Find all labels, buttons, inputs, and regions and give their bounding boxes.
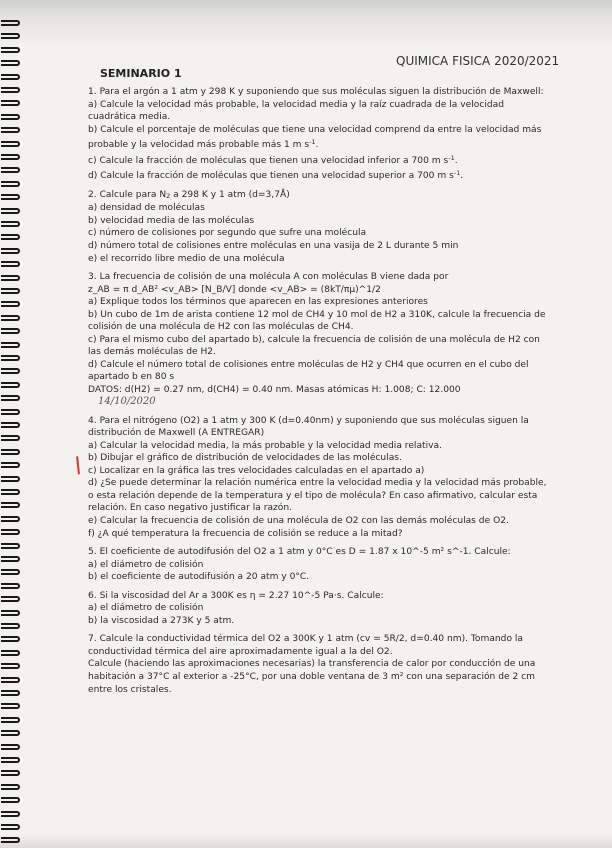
spiral-coil (1, 770, 20, 776)
spiral-coil (1, 395, 20, 401)
problem-3-data: DATOS: d(H2) = 0.27 nm, d(CH4) = 0.40 nm. Masas atómicas H: 1.008; C: 12.000 (88, 385, 461, 396)
spiral-coil (1, 114, 20, 120)
handwritten-date: 14/10/2020 (98, 395, 156, 407)
problem-3-part-d: d) Calcule el número total de colisiones entre moléculas de H2 y CH4 que ocurren en el cubo del (88, 359, 529, 370)
spiral-coil (1, 596, 20, 602)
problem-3-part-c-cont: las demás moléculas de H2. (88, 347, 216, 358)
problem-2-part-b: b) velocidad media de las moléculas (88, 215, 255, 226)
problem-1-part-b: b) Calcule el porcentaje de moléculas que tiene una velocidad comprend da entre la velocidad más (88, 124, 542, 135)
problem-5-part-b: b) el coeficiente de autodifusión a 20 atm y 0°C. (88, 572, 310, 583)
problem-1-part-c: c) Calcule la fracción de moléculas que tienen una velocidad inferior a 700 m $s^{-1}$. (88, 153, 458, 166)
spiral-coil (1, 342, 20, 348)
spiral-coil (1, 717, 20, 723)
problem-7-part-2-cont2: entre los cristales. (88, 684, 172, 695)
problem-3-part-a: a) Explique todos los términos que aparecen en las expresiones anteriores (88, 297, 428, 308)
problem-4-part-a: a) Calcular la velocidad media, la más probable y la velocidad media relativa. (88, 440, 442, 451)
problem-7-part-2-cont: habitación a 37°C al exterior a -25°C, por una doble ventana de 3 m² con una separación de 2 cm (88, 671, 536, 682)
spiral-coil (1, 100, 20, 106)
spiral-coil (1, 261, 20, 267)
collision-frequency-formula: z_AB = π d_AB² <v_AB> [N_B/V] donde <v_AB> = (8kT/πμ)^1/2 (88, 284, 381, 295)
spiral-coil (1, 824, 20, 830)
problem-1-part-a: a) Calcule la velocidad más probable, la velocidad media y la raíz cuadrada de la velocidad (88, 99, 504, 110)
seminar-title: SEMINARIO 1 (100, 67, 182, 80)
spiral-coil (1, 33, 20, 39)
problem-4-part-d-cont2: relación. En caso negativo justificar la razón. (88, 503, 293, 514)
problem-5 (88, 546, 544, 584)
problem-1-part-d: d) Calcule la fracción de moléculas que tienen una velocidad superior a 700 m $s^{-1}$. (88, 169, 464, 182)
problem-4-part-e: e) Calcular la frecuencia de colisión de una molécula de O2 con las demás moléculas de O2. (88, 515, 509, 526)
spiral-coil (1, 811, 20, 817)
scan-top-shadow (0, 0, 612, 46)
problem-1-part-b-cont: probable y la velocidad más probable más 1 m $s^{-1}$. (88, 138, 319, 151)
problem-4-part-f: f) ¿A qué temperatura la frecuencia de colisión se reduce a la mitad? (88, 528, 403, 539)
problem-4-part-b: b) Dibujar el gráfico de distribución de velocidades de las moléculas. (88, 453, 402, 464)
problem-3 (88, 271, 544, 408)
problem-6-statement: 6. Si la viscosidad del Ar a 300K es η = 2.27 10^-5 Pa·s. Calcule: (88, 590, 384, 601)
spiral-coil (1, 837, 20, 843)
problem-3-part-c: c) Para el mismo cubo del apartado b), calcule la frecuencia de colisión de una molécula de H2 con (88, 334, 540, 345)
problem-3-statement: 3. La frecuencia de colisión de una molécula A con moléculas B viene dada por (88, 272, 449, 283)
problem-3-part-b: b) Un cubo de 1m de arista contiene 12 mol de CH4 y 10 mol de H2 a 310K, calcule la frecuencia de (88, 309, 546, 320)
problem-4-part-c: c) Localizar en la gráfica las tres velocidades calculadas en el apartado a) (88, 465, 425, 476)
spiral-coil (1, 516, 20, 522)
problem-4-statement-cont: distribución de Maxwell (A ENTREGAR) (88, 428, 265, 439)
spiral-coil (1, 234, 20, 240)
course-title: QUIMICA FISICA 2020/2021 (396, 54, 560, 68)
spiral-coil (1, 47, 20, 53)
spiral-coil (1, 462, 20, 468)
spiral-coil (1, 87, 20, 93)
spiral-coil (1, 409, 20, 415)
problem-1 (88, 86, 544, 183)
spiral-coil (1, 141, 20, 147)
problem-6 (88, 590, 544, 628)
spiral-coil (1, 208, 20, 214)
spiral-coil (1, 623, 20, 629)
spiral-coil (1, 275, 20, 281)
problem-7-statement: 7. Calcule la conductividad térmica del O2 a 300K y 1 atm (cv = 5R/2, d=0.40 nm). Tomando la (88, 634, 524, 645)
problem-6-part-b: b) la viscosidad a 273K y 5 atm. (88, 615, 235, 626)
problem-6-part-a: a) el diámetro de colisión (88, 603, 204, 614)
spiral-coil (1, 757, 20, 763)
spiral-coil (1, 328, 20, 334)
spiral-coil (1, 248, 20, 254)
spiral-coil (1, 583, 20, 589)
spiral-coil (1, 744, 20, 750)
problem-2-part-a: a) densidad de moléculas (88, 203, 205, 214)
notebook-spiral-binding (0, 20, 24, 848)
spiral-coil (1, 610, 20, 616)
scan-bottom-shade (0, 834, 612, 848)
problem-7-part-2: Calcule (haciendo las aproximaciones necesarias) la transferencia de calor por conducción de una (88, 659, 536, 670)
problem-2-part-d: d) número total de colisiones entre moléculas en una vasija de 2 L durante 5 min (88, 241, 459, 252)
spiral-coil (1, 288, 20, 294)
problem-4-statement: 4. Para el nitrógeno (O2) a 1 atm y 300 K (d=0.40nm) y suponiendo que sus moléculas siguen la (88, 415, 529, 426)
spiral-coil (1, 690, 20, 696)
spiral-coil (1, 489, 20, 495)
spiral-coil (1, 74, 20, 80)
spiral-coil (1, 543, 20, 549)
spiral-coil (1, 167, 20, 173)
spiral-coil (1, 502, 20, 508)
spiral-coil (1, 422, 20, 428)
problem-4-part-d: d) ¿Se puede determinar la relación numérica entre la velocidad media y la velocidad más probable, (88, 478, 547, 489)
spiral-coil (1, 154, 20, 160)
spiral-coil (1, 556, 20, 562)
problem-2 (88, 189, 544, 265)
problem-2-statement: 2. Calcule para N2 a 298 K y 1 atm (d=3,7Å) (88, 189, 290, 200)
problem-2-part-e: e) el recorrido libre medio de una molécula (88, 253, 285, 264)
red-pen-mark (76, 456, 86, 475)
spiral-coil (1, 797, 20, 803)
spiral-coil (1, 194, 20, 200)
problem-2-part-c: c) número de colisiones por segundo que sufre una molécula (88, 228, 367, 239)
problem-list (88, 86, 547, 702)
spiral-coil (1, 476, 20, 482)
problem-3-part-d-cont: apartado b en 80 s (88, 372, 175, 383)
spiral-coil (1, 703, 20, 709)
spiral-coil (1, 355, 20, 361)
spiral-coil (1, 435, 20, 441)
spiral-coil (1, 368, 20, 374)
spiral-coil (1, 784, 20, 790)
spiral-coil (1, 301, 20, 307)
problem-4-part-d-cont: o esta relación depende de la temperatura y el tipo de molécula? En caso afirmativo, calcular esta (88, 490, 538, 501)
problem-3-part-b-cont: colisión de una molécula de H2 con las moléculas de CH4. (88, 322, 354, 333)
spiral-coil (1, 449, 20, 455)
problem-1-statement: 1. Para el argón a 1 atm y 298 K y suponiendo que sus moléculas siguen la distribución de Maxwell: (88, 87, 544, 97)
spiral-coil (1, 529, 20, 535)
spiral-coil (1, 127, 20, 133)
problem-7 (88, 633, 544, 696)
problem-5-statement: 5. El coeficiente de autodifusión del O2 a 1 atm y 0°C es D = 1.87 x 10^-5 m² s^-1. Calcule: (88, 547, 511, 558)
problem-7-statement-cont: conductividad térmica del aire aproximadamente igual a la del O2. (88, 646, 393, 657)
spiral-coil (1, 382, 20, 388)
spiral-coil (1, 677, 20, 683)
spiral-coil (1, 650, 20, 656)
problem-1-part-a-cont: cuadrática media. (88, 112, 171, 123)
problem-4 (88, 415, 547, 540)
problem-5-part-a: a) el diámetro de colisión (88, 559, 204, 570)
spiral-coil (1, 315, 20, 321)
spiral-coil (1, 181, 20, 187)
spiral-coil (1, 60, 20, 66)
spiral-coil (1, 20, 20, 26)
spiral-coil (1, 636, 20, 642)
spiral-coil (1, 221, 20, 227)
spiral-coil (1, 569, 20, 575)
spiral-coil (1, 663, 20, 669)
spiral-coil (1, 730, 20, 736)
